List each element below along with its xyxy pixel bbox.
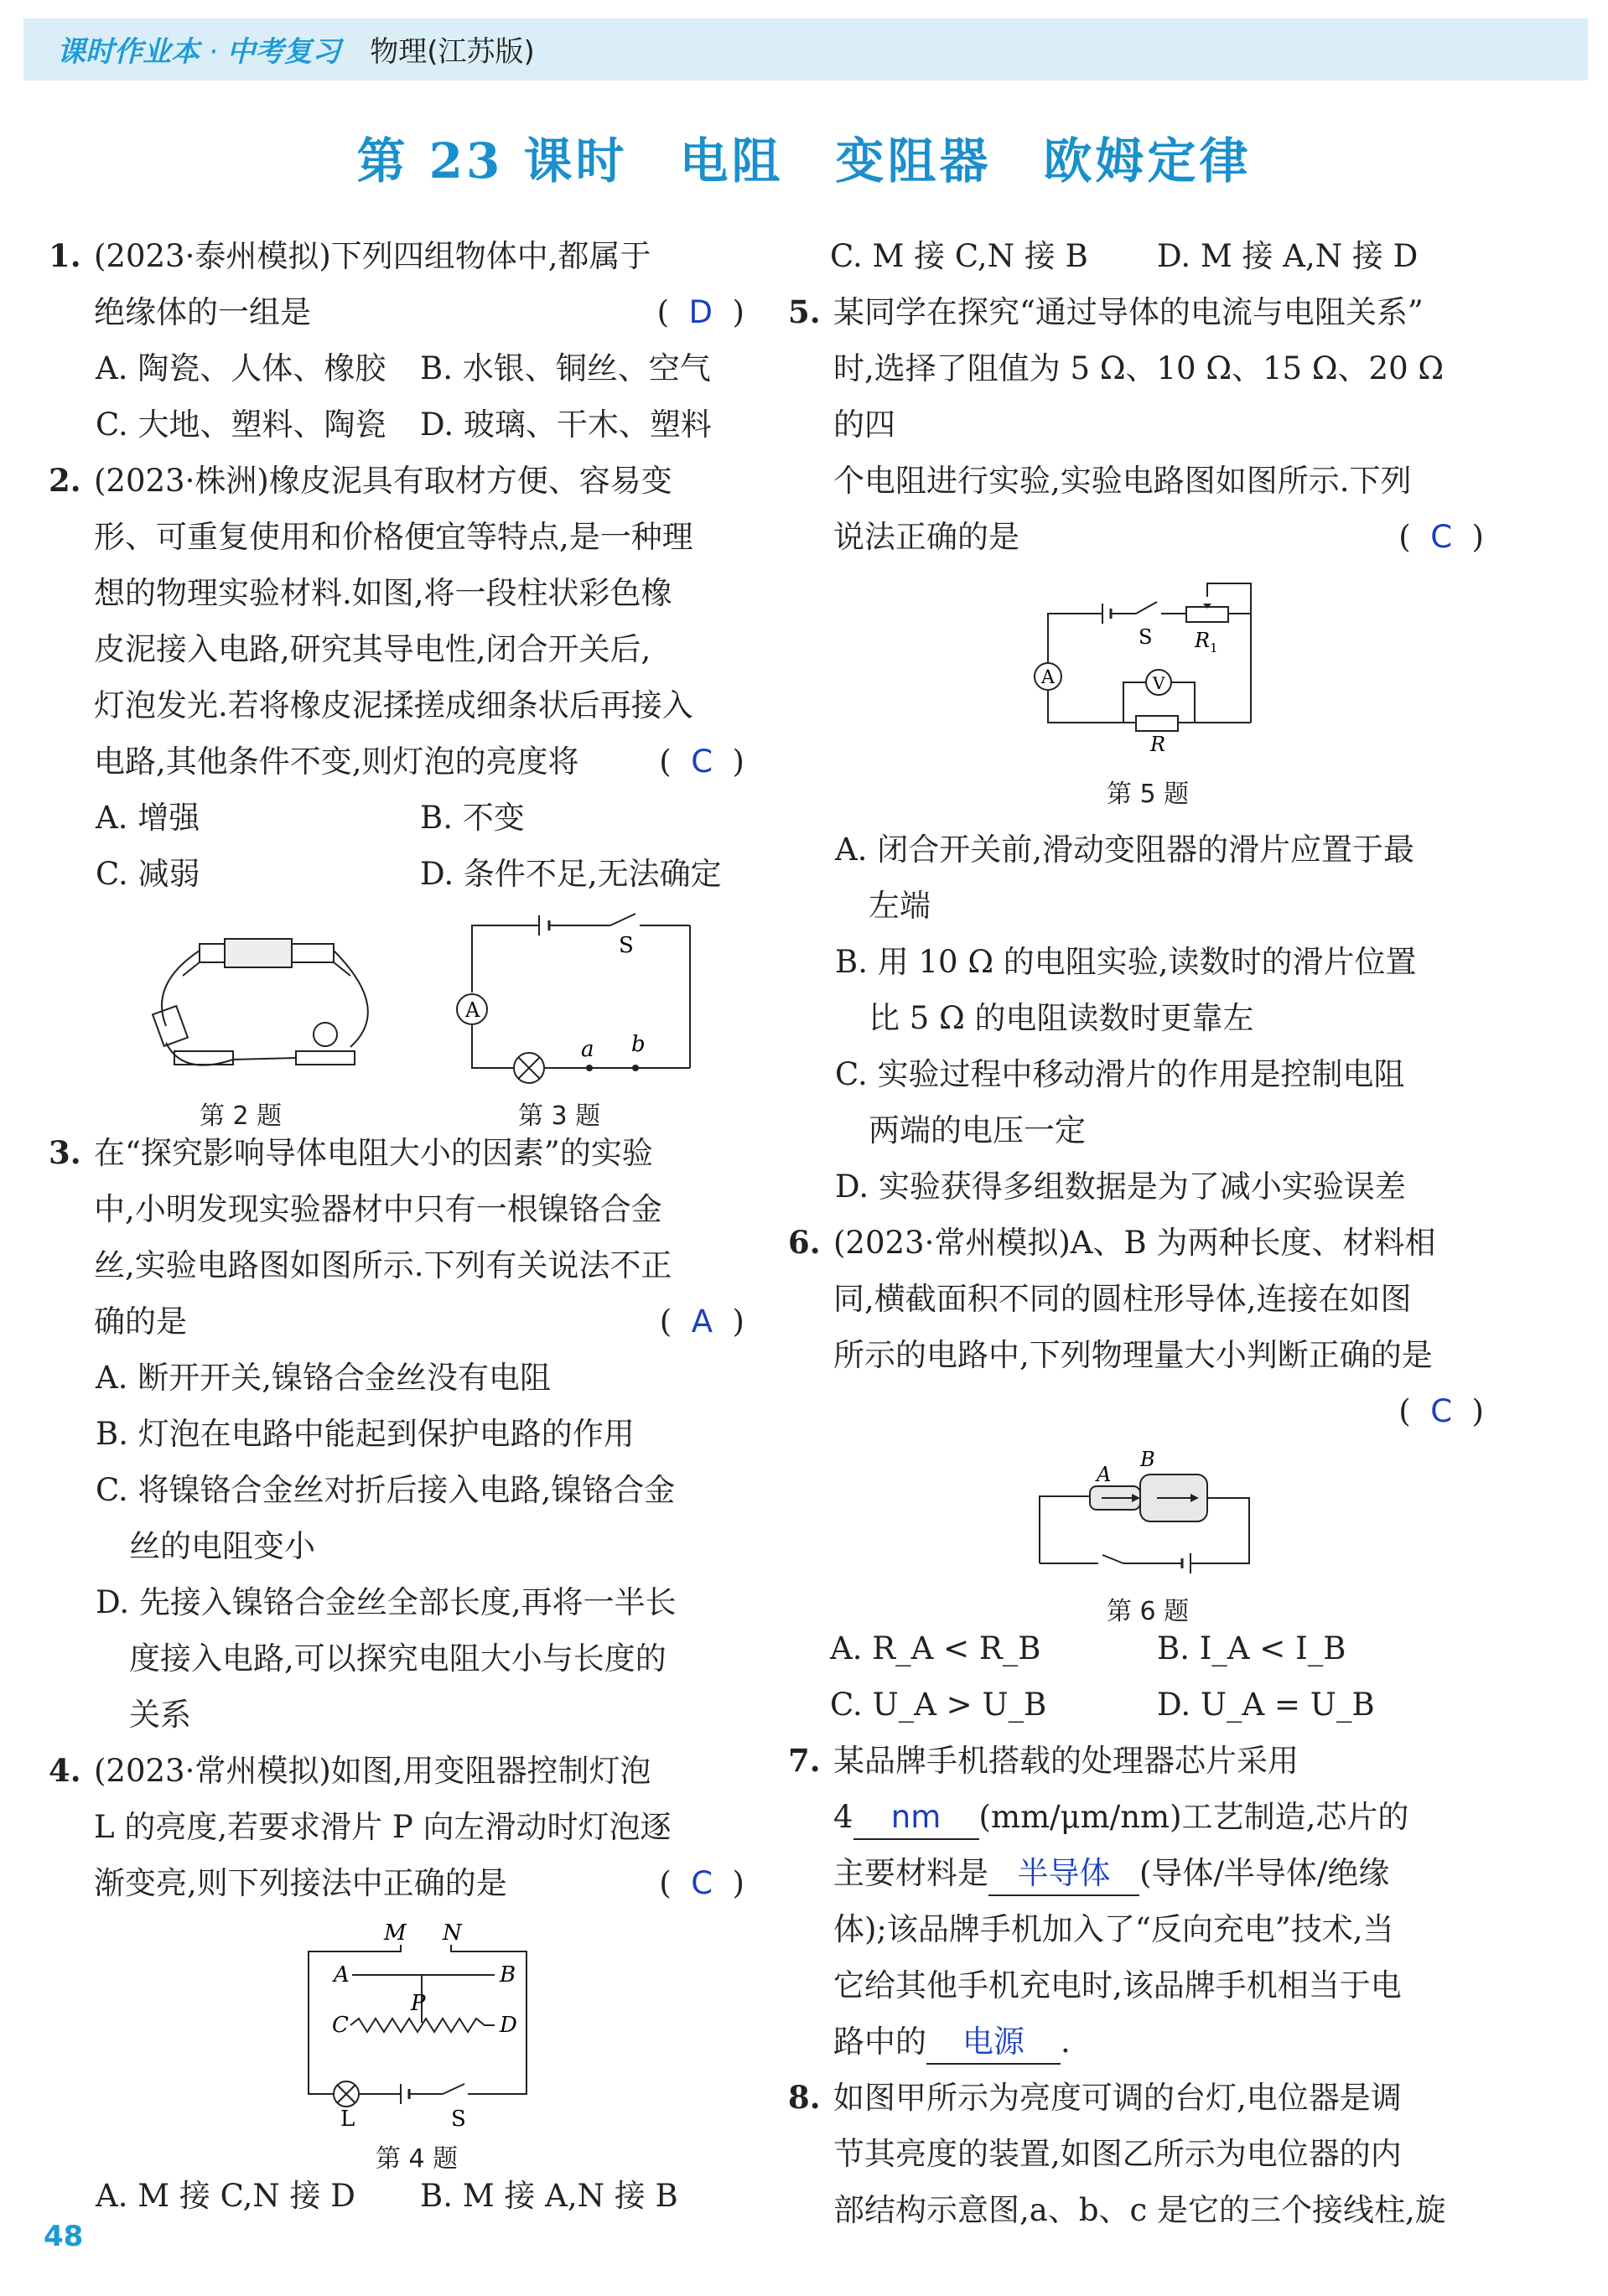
option-b-cont: 比 5 Ω 的电阻读数时更靠左: [869, 1000, 1254, 1036]
answer-box: ( C ): [1398, 519, 1484, 555]
question-text: 个电阻进行实验,实验电路图如图所示.下列: [833, 463, 1412, 499]
voltmeter-label: V: [1153, 673, 1165, 693]
options-row: [49, 340, 744, 396]
option-a: A. 断开开关,镍铬合金丝没有电阻: [96, 1360, 552, 1396]
page-number: 48: [44, 2220, 84, 2253]
option-c-cont: 丝的电阻变小: [129, 1528, 315, 1564]
question-text: 渐变亮,则下列接法中正确的是 ( C ): [94, 1855, 744, 1911]
answer-blank-3: 电源: [926, 2021, 1061, 2065]
figure-6-caption: 第 6 题: [1107, 1597, 1190, 1626]
question-text: 绝缘体的一组是 ( D ): [94, 284, 744, 340]
options-row: [49, 846, 744, 902]
conductor-a-label: A: [1097, 1463, 1112, 1486]
question-1: [49, 228, 744, 340]
terminal-c-label: C: [332, 2013, 349, 2038]
question-text: 形、可重复使用和价格便宜等特点,是一种理: [94, 519, 693, 555]
option-a: A. R_A < R_B: [830, 1630, 1041, 1666]
figure-6: [788, 1446, 1484, 1626]
header-series: 中考复习: [226, 35, 341, 69]
question-text: 时,选择了阻值为 5 Ω、10 Ω、15 Ω、20 Ω 的四: [833, 350, 1445, 443]
question-number: 2.: [49, 462, 81, 499]
option-c: C. 将镍铬合金丝对折后接入电路,镍铬合金: [96, 1472, 676, 1508]
options-row: [788, 1677, 1484, 1733]
question-text: 皮泥接入电路,研究其导电性,闭合开关后,: [94, 631, 651, 667]
option-b: B. 灯泡在电路中能起到保护电路的作用: [96, 1416, 635, 1452]
question-text: 电路,其他条件不变,则灯泡的亮度将 ( C ): [94, 733, 744, 790]
conductor-b-label: B: [1140, 1448, 1155, 1471]
question-text: 说法正确的是 ( C ): [833, 509, 1484, 565]
option-c: C. U_A > U_B: [830, 1687, 1047, 1723]
question-text: 某同学在探究“通过导体的电流与电阻关系”: [833, 294, 1424, 330]
option-d-cont: 度接入电路,可以探究电阻大小与长度的: [129, 1640, 667, 1677]
option-a-cont: 左端: [869, 888, 931, 924]
option-b: B. 水银、铜丝、空气: [420, 350, 711, 386]
option-b: B. M 接 A,N 接 B: [420, 2178, 678, 2214]
option-c: C. 大地、塑料、陶瓷: [96, 407, 386, 443]
page-header: [23, 18, 1588, 80]
option-b: B. I_A < I_B: [1157, 1630, 1346, 1666]
question-text: 所示的电路中,下列物理量大小判断正确的是: [833, 1337, 1433, 1373]
switch-label: S: [451, 2107, 466, 2128]
answer: C: [1430, 519, 1453, 555]
point-b-label: b: [631, 1032, 646, 1057]
question-number: 6.: [788, 1224, 821, 1261]
question-text: (2023·泰州模拟)下列四组物体中,都属于: [94, 238, 651, 274]
question-text: (2023·常州模拟)如图,用变阻器控制灯泡: [94, 1753, 651, 1789]
terminal-a-label: A: [334, 1962, 350, 1988]
question-number: 5.: [788, 293, 821, 330]
switch-label: S: [619, 933, 634, 958]
question-text: 想的物理实验材料.如图,将一段柱状彩色橡: [94, 575, 672, 611]
point-a-label: a: [581, 1037, 594, 1062]
options-row: [788, 228, 1484, 284]
answer: C: [691, 744, 713, 780]
figure-6-diagram: [1031, 1446, 1283, 1589]
header-subject: 物理(江苏版): [370, 35, 535, 69]
answer: C: [1430, 1393, 1453, 1429]
question-number: 4.: [49, 1752, 81, 1789]
figure-5: [788, 572, 1484, 815]
question-text: 中,小明发现实验器材中只有一根镍铬合金: [94, 1191, 662, 1227]
figure-2-caption: 第 2 题: [200, 1101, 283, 1131]
question-text: 它给其他手机充电时,该品牌手机相当于电: [833, 1967, 1402, 2003]
figures-2-3: [49, 909, 744, 1131]
header-dot: ·: [208, 35, 218, 69]
question-text: 部结构示意图,a、b、c 是它的三个接线柱,旋: [833, 2192, 1446, 2228]
terminal-d-label: D: [500, 2013, 517, 2038]
question-text: [833, 1383, 1484, 1439]
option-c-cont: 两端的电压一定: [869, 1112, 1086, 1148]
question-number: 3.: [49, 1134, 81, 1171]
option-c: C. 减弱: [96, 856, 200, 892]
question-text: L 的亮度,若要求滑片 P 向左滑动时灯泡逐: [94, 1809, 672, 1845]
answer: A: [691, 1303, 713, 1340]
options-row: [49, 396, 744, 453]
question-4: [49, 1743, 744, 1911]
figure-2-diagram: [141, 909, 459, 1093]
resistor-label: R: [1150, 733, 1166, 756]
option-d: D. 先接入镍铬合金丝全部长度,再将一半长: [96, 1584, 677, 1620]
question-text: 同,横截面积不同的圆柱形导体,连接在如图: [833, 1281, 1412, 1317]
option-a: A. 陶瓷、人体、橡胶: [96, 350, 386, 386]
option-a: A. 闭合开关前,滑动变阻器的滑片应置于最: [835, 832, 1415, 868]
question-text: 某品牌手机搭载的处理器芯片采用: [833, 1743, 1299, 1779]
rheostat-subscript: 1: [1210, 640, 1218, 656]
option-c: C. 实验过程中移动滑片的作用是控制电阻: [835, 1056, 1405, 1092]
answer-box: ( A ): [659, 1303, 744, 1340]
rheostat-label: R: [1195, 629, 1211, 652]
answer-box: ( C ): [1398, 1393, 1484, 1429]
terminal-b-label: B: [500, 1962, 516, 1988]
option-d: D. U_A = U_B: [1157, 1687, 1375, 1723]
option-d: D. 条件不足,无法确定: [420, 856, 722, 892]
question-text: 在“探究影响导体电阻大小的因素”的实验: [94, 1135, 653, 1171]
question-number: 1.: [49, 237, 81, 274]
answer: D: [688, 294, 713, 330]
question-text: 丝,实验电路图如图所示.下列有关说法不正: [94, 1247, 672, 1283]
answer-box: ( D ): [656, 294, 744, 330]
figure-4-diagram: [300, 1918, 552, 2128]
question-text: 灯泡发光.若将橡皮泥揉搓成细条状后再接入: [94, 687, 693, 723]
option-b: B. 不变: [420, 800, 525, 836]
question-number: 7.: [788, 1742, 821, 1779]
header-brand: 课时作业本: [57, 35, 200, 69]
terminal-n-label: N: [443, 1920, 462, 1946]
question-text: 路中的 电源 .: [833, 2014, 1484, 2070]
question-number: 8.: [788, 2079, 821, 2116]
question-3: [49, 1125, 744, 1350]
question-5: [788, 284, 1484, 565]
answer: C: [691, 1865, 713, 1901]
terminal-m-label: M: [384, 1920, 407, 1946]
question-text: 体);该品牌手机加入了“反向充电”技术,当: [833, 1911, 1394, 1947]
question-text: 确的是 ( A ): [94, 1293, 744, 1350]
slider-p-label: P: [411, 1991, 426, 2016]
answer-blank-1: nm: [853, 1796, 979, 1840]
question-text: 主要材料是 半导体 (导体/半导体/绝缘: [833, 1845, 1484, 1901]
option-d: D. M 接 A,N 接 D: [1157, 238, 1419, 274]
figure-5-caption: 第 5 题: [1107, 780, 1190, 809]
option-d: D. 实验获得多组数据是为了减小实验误差: [835, 1169, 1406, 1205]
figure-3-diagram: [455, 909, 707, 1093]
question-text: (2023·常州模拟)A、B 为两种长度、材料相: [833, 1225, 1436, 1261]
answer-blank-2: 半导体: [988, 1853, 1139, 1896]
option-d: D. 玻璃、干木、塑料: [420, 407, 712, 443]
switch-label: S: [1139, 625, 1153, 649]
figure-5-diagram: [1031, 572, 1283, 773]
ammeter-label: A: [465, 998, 480, 1022]
question-6: [788, 1215, 1484, 1439]
figure-3-caption: 第 3 题: [518, 1101, 601, 1131]
question-2: [49, 453, 744, 790]
question-7: [788, 1733, 1484, 2070]
ammeter-label: A: [1041, 667, 1055, 688]
option-c: C. M 接 C,N 接 B: [830, 238, 1088, 274]
options-row: [49, 790, 744, 846]
option-d-cont: 关系: [129, 1697, 191, 1733]
answer-box: ( C ): [659, 1865, 744, 1901]
lamp-label: L: [340, 2107, 355, 2128]
option-a: A. M 接 C,N 接 D: [96, 2178, 355, 2214]
question-text: 节其亮度的装置,如图乙所示为电位器的内: [833, 2136, 1402, 2172]
figure-4: [49, 1918, 744, 2174]
option-b: B. 用 10 Ω 的电阻实验,读数时的滑片位置: [835, 944, 1417, 980]
question-8: [788, 2070, 1484, 2238]
right-column: [788, 228, 1484, 2238]
question-text: (2023·株洲)橡皮泥具有取材方便、容易变: [94, 463, 672, 499]
question-text: 如图甲所示为亮度可调的台灯,电位器是调: [833, 2080, 1402, 2116]
page-title: 第 23 课时 电阻 变阻器 欧姆定律: [356, 132, 1252, 189]
option-a: A. 增强: [96, 800, 200, 836]
left-column: [49, 228, 744, 2224]
figure-4-caption: 第 4 题: [376, 2144, 459, 2174]
answer-box: ( C ): [659, 744, 744, 780]
header-text: [57, 29, 535, 70]
question-text: 4 nm (mm/μm/nm)工艺制造,芯片的: [833, 1789, 1484, 1845]
